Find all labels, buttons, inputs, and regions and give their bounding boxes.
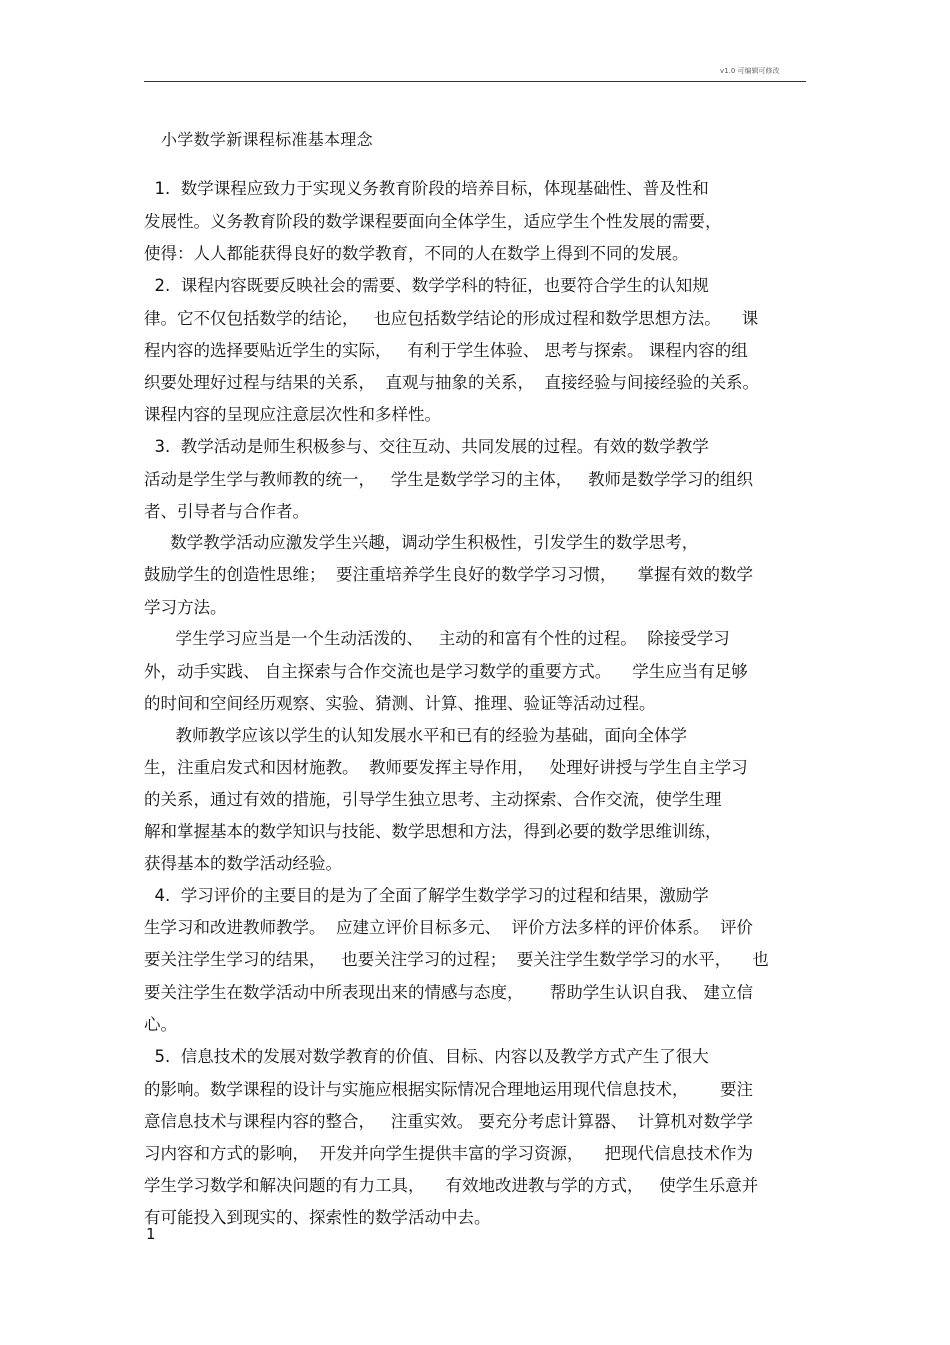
text-line: 学生学习应当是一个生动活泼的、 主动的和富有个性的过程。 除接受学习 — [144, 629, 730, 648]
text-line: 学生学习数学和解决问题的有力工具， 有效地改进教与学的方式， 使学生乐意并 — [144, 1176, 759, 1195]
text-line: 5. 信息技术的发展对数学教育的价值、目标、内容以及教学方式产生了很大 — [144, 1047, 709, 1066]
text-line: 4. 学习评价的主要目的是为了全面了解学生数学学习的过程和结果，激励学 — [144, 886, 709, 905]
text-line: 的影响。数学课程的设计与实施应根据实际情况合理地运用现代信息技术， 要注 — [144, 1080, 753, 1099]
text-line: 心。 — [144, 1015, 177, 1034]
text-line: 1. 数学课程应致力于实现义务教育阶段的培养目标，体现基础性、普及性和 — [144, 179, 709, 198]
page-number: 1 — [146, 1225, 156, 1243]
text-line: 要关注学生在数学活动中所表现出来的情感与态度， 帮助学生认识自我、 建立信 — [144, 983, 753, 1002]
text-line: 活动是学生学与教师教的统一， 学生是数学学习的主体， 教师是数学学习的组织 — [144, 470, 753, 489]
text-line: 的关系，通过有效的措施，引导学生独立思考、主动探索、合作交流，使学生理 — [144, 790, 722, 809]
text-line: 律。它不仅包括数学的结论， 也应包括数学结论的形成过程和数学思想方法。 课 — [144, 309, 759, 328]
text-line: 外，动手实践、 自主探索与合作交流也是学习数学的重要方式。 学生应当有足够 — [144, 662, 748, 681]
text-line: 教师教学应该以学生的认知发展水平和已有的经验为基础，面向全体学 — [144, 726, 687, 745]
text-line: 3. 教学活动是师生积极参与、交往互动、共同发展的过程。有效的数学教学 — [144, 437, 709, 456]
text-line: 使得：人人都能获得良好的数学教育，不同的人在数学上得到不同的发展。 — [144, 244, 689, 263]
header-version-tag: v1.0 可编辑可修改 — [720, 67, 780, 75]
text-line: 鼓励学生的创造性思维； 要注重培养学生良好的数学学习习惯， 掌握有效的数学 — [144, 565, 753, 584]
text-line: 课程内容的呈现应注意层次性和多样性。 — [144, 405, 441, 424]
text-line: 解和掌握基本的数学知识与技能、数学思想和方法，得到必要的数学思维训练， — [144, 822, 722, 841]
text-line: 程内容的选择要贴近学生的实际， 有利于学生体验、 思考与探索。 课程内容的组 — [144, 341, 748, 360]
text-line: 学习方法。 — [144, 598, 227, 617]
text-line: 意信息技术与课程内容的整合， 注重实效。 要充分考虑计算器、 计算机对数学学 — [144, 1112, 753, 1131]
text-line: 的时间和空间经历观察、实验、猜测、计算、推理、验证等活动过程。 — [144, 694, 656, 713]
text-line: 获得基本的数学活动经验。 — [144, 854, 342, 873]
text-line: 生学习和改进教师教学。 应建立评价目标多元、 评价方法多样的评价体系。 评价 — [144, 918, 753, 937]
text-line: 有可能投入到现实的、探索性的数学活动中去。 — [144, 1208, 491, 1227]
text-line: 生，注重启发式和因材施教。 教师要发挥主导作用， 处理好讲授与学生自主学习 — [144, 758, 748, 777]
text-line: 者、引导者与合作者。 — [144, 502, 309, 521]
header-divider — [144, 81, 806, 82]
text-line: 发展性。义务教育阶段的数学课程要面向全体学生，适应学生个性发展的需要， — [144, 212, 722, 231]
text-line: 习内容和方式的影响， 开发并向学生提供丰富的学习资源， 把现代信息技术作为 — [144, 1144, 753, 1163]
text-line: 数学教学活动应激发学生兴趣，调动学生积极性，引发学生的数学思考， — [144, 533, 699, 552]
document-title: 小学数学新课程标准基本理念 — [161, 130, 373, 149]
text-line: 织要处理好过程与结果的关系， 直观与抽象的关系， 直接经验与间接经验的关系。 — [144, 373, 759, 392]
text-line: 要关注学生学习的结果， 也要关注学习的过程； 要关注学生数学学习的水平， 也 — [144, 950, 769, 969]
text-line: 2. 课程内容既要反映社会的需要、数学学科的特征，也要符合学生的认知规 — [144, 276, 709, 295]
